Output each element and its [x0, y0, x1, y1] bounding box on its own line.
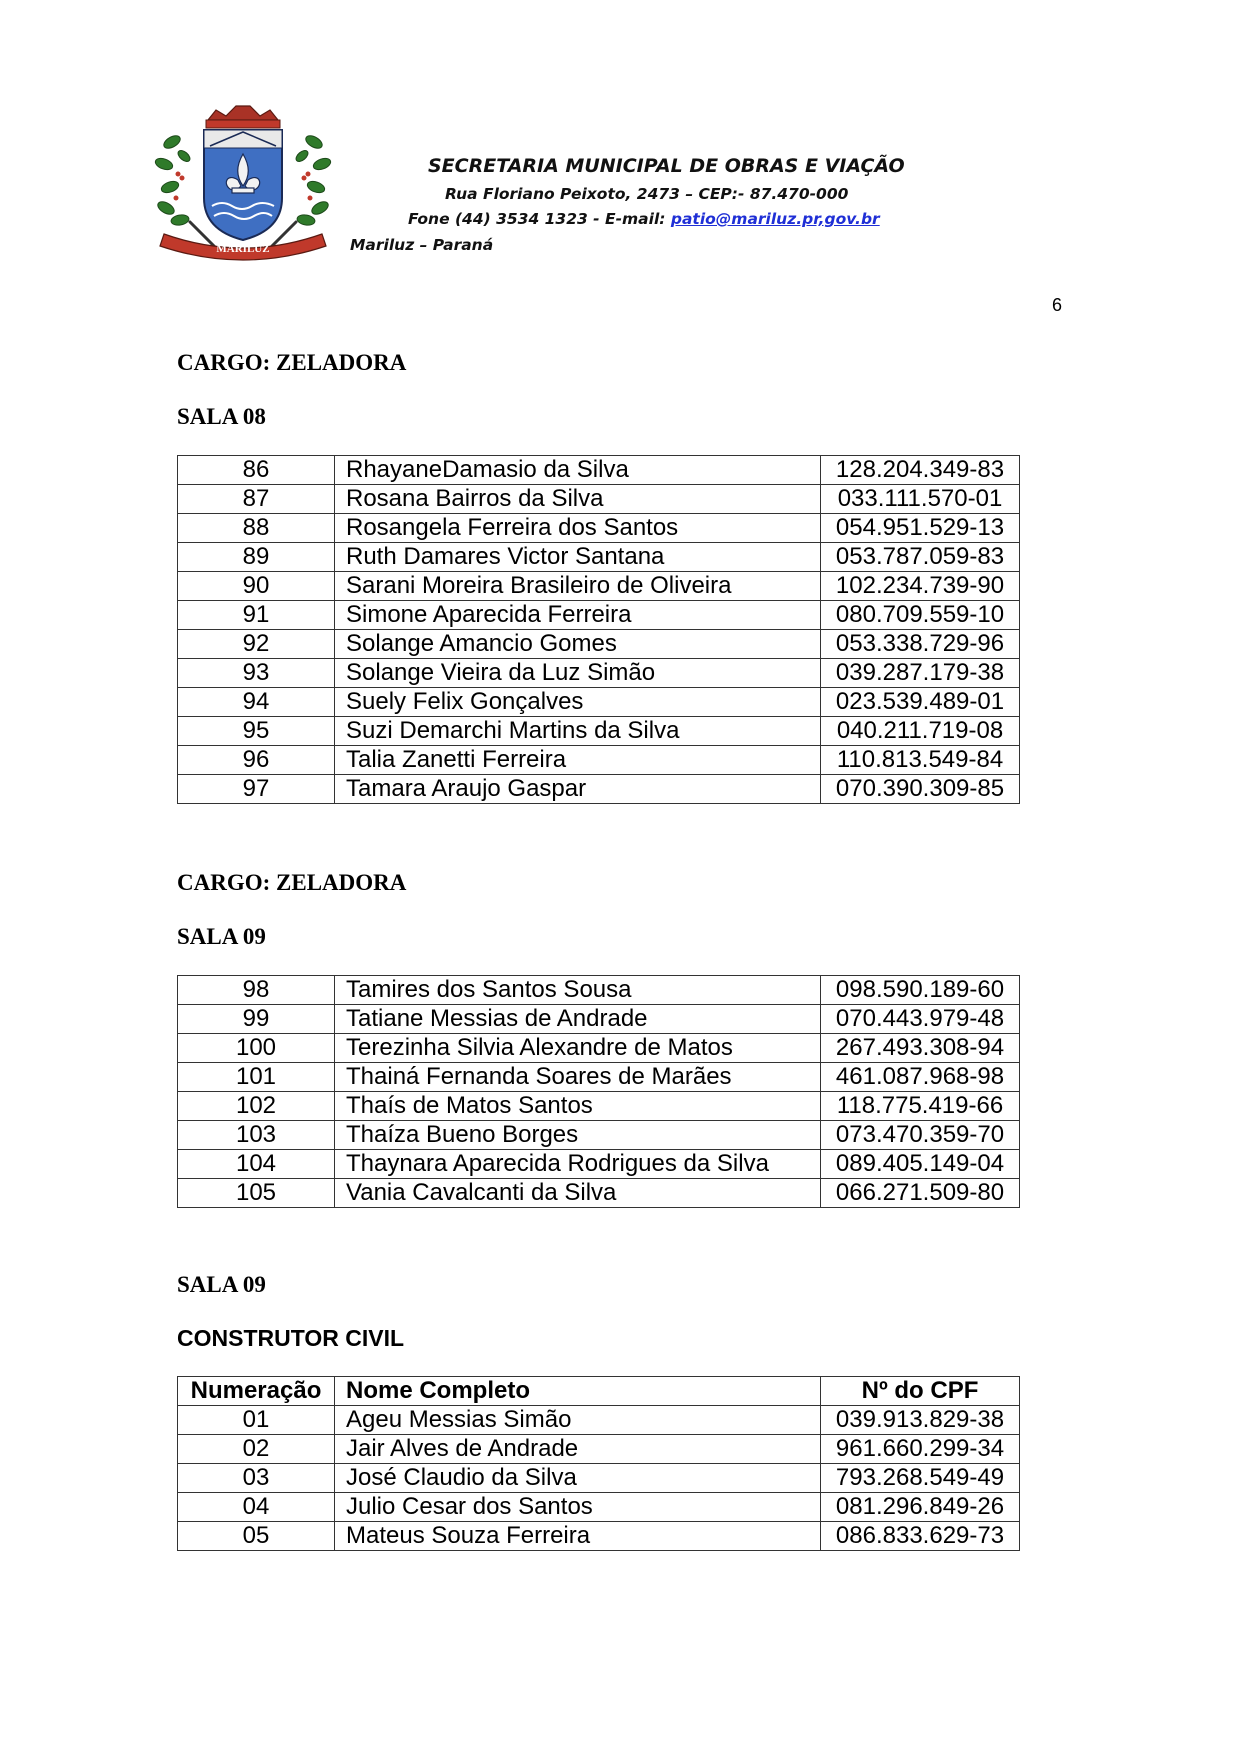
row-cpf: 118.775.419-66: [821, 1092, 1020, 1121]
table-row: [178, 1121, 1020, 1150]
department-address: Rua Floriano Peixoto, 2473 – CEP:- 87.470-000: [445, 185, 849, 203]
row-number: 92: [178, 630, 335, 659]
section-3-sala-heading: SALA 09: [177, 1272, 266, 1297]
row-cpf: 102.234.739-90: [821, 572, 1020, 601]
row-cpf: 267.493.308-94: [821, 1034, 1020, 1063]
page-number: 6: [1052, 295, 1063, 315]
department-city: Mariluz – Paraná: [350, 236, 494, 254]
section-3-table-header: [178, 1377, 1020, 1406]
row-number: 93: [178, 659, 335, 688]
row-number: 90: [178, 572, 335, 601]
row-full-name: Julio Cesar dos Santos: [335, 1493, 821, 1522]
table-row: [178, 1150, 1020, 1179]
row-number: 105: [178, 1179, 335, 1208]
row-full-name: RhayaneDamasio da Silva: [335, 456, 821, 485]
table-header-row: [178, 1377, 1020, 1406]
section-2-roster-table: [177, 975, 1020, 1208]
table-row: [178, 456, 1020, 485]
row-full-name: Jair Alves de Andrade: [335, 1435, 821, 1464]
row-full-name: José Claudio da Silva: [335, 1464, 821, 1493]
section-1-roster-table: [177, 455, 1020, 804]
row-cpf: 033.111.570-01: [821, 485, 1020, 514]
table-row: [178, 1063, 1020, 1092]
row-cpf: 039.913.829-38: [821, 1406, 1020, 1435]
section-1-sala-heading: SALA 08: [177, 404, 266, 429]
section-3-cargo-heading: CONSTRUTOR CIVIL: [177, 1325, 405, 1351]
table-row: [178, 1406, 1020, 1435]
section-2-sala-heading: SALA 09: [177, 924, 266, 949]
table-row: [178, 1034, 1020, 1063]
table-row: [178, 601, 1020, 630]
department-title: SECRETARIA MUNICIPAL DE OBRAS E VIAÇÃO: [428, 155, 905, 177]
row-full-name: Solange Vieira da Luz Simão: [335, 659, 821, 688]
row-full-name: Thainá Fernanda Soares de Marães: [335, 1063, 821, 1092]
row-cpf: 054.951.529-13: [821, 514, 1020, 543]
row-number: 102: [178, 1092, 335, 1121]
row-cpf: 070.443.979-48: [821, 1005, 1020, 1034]
phone-text: Fone (44) 3534 1323 - E-mail:: [408, 210, 671, 228]
row-full-name: Rosana Bairros da Silva: [335, 485, 821, 514]
row-cpf: 070.390.309-85: [821, 775, 1020, 804]
row-full-name: Thaynara Aparecida Rodrigues da Silva: [335, 1150, 821, 1179]
table-row: [178, 485, 1020, 514]
row-cpf: 053.338.729-96: [821, 630, 1020, 659]
row-full-name: Thaís de Matos Santos: [335, 1092, 821, 1121]
row-full-name: Thaíza Bueno Borges: [335, 1121, 821, 1150]
table-row: [178, 746, 1020, 775]
row-cpf: 066.271.509-80: [821, 1179, 1020, 1208]
table-row: [178, 1005, 1020, 1034]
section-2-cargo-heading: CARGO: ZELADORA: [177, 870, 407, 895]
municipal-coat-of-arms-logo: [150, 102, 336, 262]
section-1-cargo-heading: CARGO: ZELADORA: [177, 350, 407, 375]
row-cpf: 793.268.549-49: [821, 1464, 1020, 1493]
row-full-name: Vania Cavalcanti da Silva: [335, 1179, 821, 1208]
row-number: 101: [178, 1063, 335, 1092]
row-cpf: 086.833.629-73: [821, 1522, 1020, 1551]
row-number: 99: [178, 1005, 335, 1034]
row-full-name: Tamara Araujo Gaspar: [335, 775, 821, 804]
table-row: [178, 659, 1020, 688]
column-header-cpf: Nº do CPF: [821, 1377, 1020, 1406]
row-full-name: Rosangela Ferreira dos Santos: [335, 514, 821, 543]
row-number: 86: [178, 456, 335, 485]
column-header-nome: Nome Completo: [335, 1377, 821, 1406]
row-number: 87: [178, 485, 335, 514]
row-cpf: 461.087.968-98: [821, 1063, 1020, 1092]
row-number: 100: [178, 1034, 335, 1063]
row-cpf: 961.660.299-34: [821, 1435, 1020, 1464]
section-2-roster-body: [178, 976, 1020, 1208]
table-row: [178, 543, 1020, 572]
table-row: [178, 775, 1020, 804]
row-full-name: Ageu Messias Simão: [335, 1406, 821, 1435]
row-number: 94: [178, 688, 335, 717]
section-1-roster-body: [178, 456, 1020, 804]
table-row: [178, 1464, 1020, 1493]
row-cpf: 081.296.849-26: [821, 1493, 1020, 1522]
table-row: [178, 688, 1020, 717]
table-row: [178, 1179, 1020, 1208]
row-full-name: Sarani Moreira Brasileiro de Oliveira: [335, 572, 821, 601]
row-number: 05: [178, 1522, 335, 1551]
row-full-name: Suely Felix Gonçalves: [335, 688, 821, 717]
row-cpf: 073.470.359-70: [821, 1121, 1020, 1150]
table-row: [178, 572, 1020, 601]
row-cpf: 039.287.179-38: [821, 659, 1020, 688]
row-cpf: 080.709.559-10: [821, 601, 1020, 630]
row-number: 104: [178, 1150, 335, 1179]
column-header-numeracao: Numeração: [178, 1377, 335, 1406]
row-number: 03: [178, 1464, 335, 1493]
table-row: [178, 514, 1020, 543]
table-row: [178, 1493, 1020, 1522]
row-number: 04: [178, 1493, 335, 1522]
row-cpf: 089.405.149-04: [821, 1150, 1020, 1179]
section-3-roster-table: [177, 1376, 1020, 1551]
row-full-name: Tatiane Messias de Andrade: [335, 1005, 821, 1034]
row-number: 01: [178, 1406, 335, 1435]
row-number: 103: [178, 1121, 335, 1150]
row-cpf: 053.787.059-83: [821, 543, 1020, 572]
row-number: 89: [178, 543, 335, 572]
section-3-roster-body: [178, 1406, 1020, 1551]
table-row: [178, 976, 1020, 1005]
table-row: [178, 717, 1020, 746]
row-full-name: Mateus Souza Ferreira: [335, 1522, 821, 1551]
row-number: 96: [178, 746, 335, 775]
row-number: 91: [178, 601, 335, 630]
row-full-name: Terezinha Silvia Alexandre de Matos: [335, 1034, 821, 1063]
row-number: 97: [178, 775, 335, 804]
row-full-name: Tamires dos Santos Sousa: [335, 976, 821, 1005]
row-number: 88: [178, 514, 335, 543]
row-cpf: 040.211.719-08: [821, 717, 1020, 746]
row-cpf: 110.813.549-84: [821, 746, 1020, 775]
email-link[interactable]: patio@mariluz.pr,gov.br: [670, 210, 880, 228]
row-cpf: 128.204.349-83: [821, 456, 1020, 485]
row-full-name: Suzi Demarchi Martins da Silva: [335, 717, 821, 746]
table-row: [178, 1522, 1020, 1551]
row-cpf: 023.539.489-01: [821, 688, 1020, 717]
row-full-name: Simone Aparecida Ferreira: [335, 601, 821, 630]
row-cpf: 098.590.189-60: [821, 976, 1020, 1005]
row-number: 95: [178, 717, 335, 746]
row-full-name: Talia Zanetti Ferreira: [335, 746, 821, 775]
svg-text:MARILUZ: MARILUZ: [216, 243, 270, 255]
row-number: 02: [178, 1435, 335, 1464]
row-number: 98: [178, 976, 335, 1005]
table-row: [178, 1435, 1020, 1464]
table-row: [178, 630, 1020, 659]
row-full-name: Ruth Damares Victor Santana: [335, 543, 821, 572]
row-full-name: Solange Amancio Gomes: [335, 630, 821, 659]
department-contact: [408, 210, 880, 228]
table-row: [178, 1092, 1020, 1121]
